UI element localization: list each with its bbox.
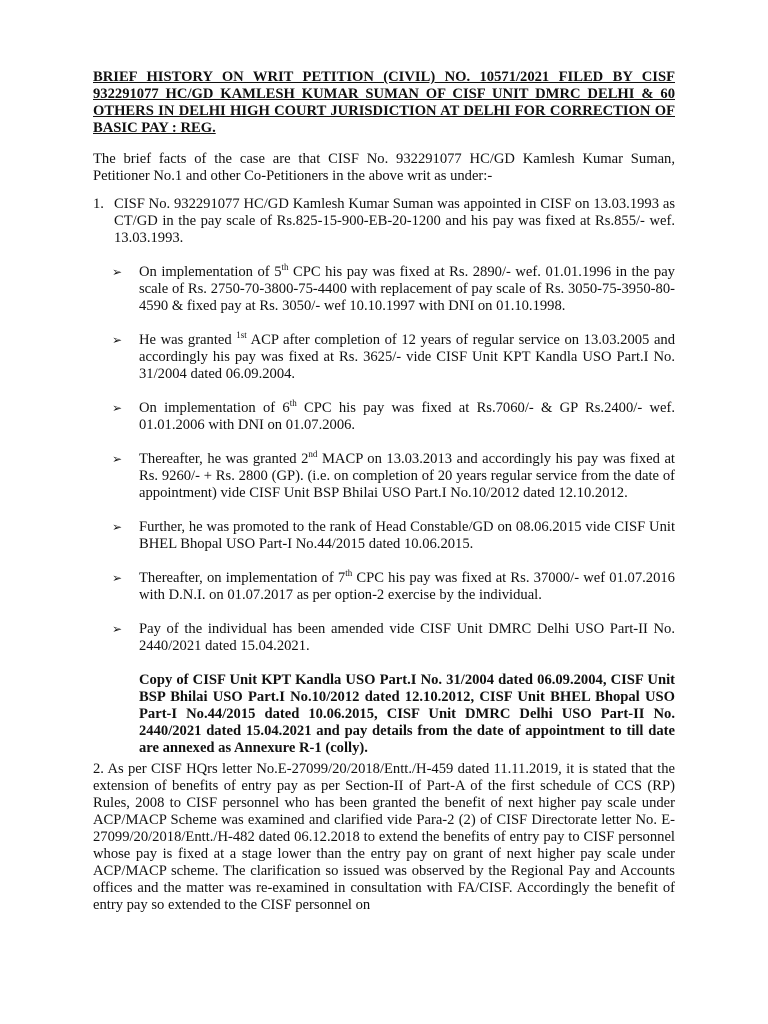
list-item: ➢ He was granted $^{1st}$ ACP after completion of 12 years of regular service on 13.03.2005 and accordingly his pay was fixed at Rs. 3625/- vide CISF Unit KPT Kandla USO Part.I No. 31/2004 dated 06.09.2004. [112, 330, 676, 382]
arrow-bullet-icon: ➢ [112, 571, 123, 585]
list-item: ➢ Further, he was promoted to the rank of Head Constable/GD on 08.06.2015 vide CISF Unit BHEL Bhopal USO Part-I No.44/2015 dated 10.06.2015. [112, 519, 675, 552]
list-item: ➢ Thereafter, he was granted 2nd MACP on 13.03.2013 and accordingly his pay was fixed at Rs. 9260/- + Rs. 2800 (GP). (i.e. on completion of 20 years regular service from the date of appointment) vide CISF Unit BSP Bhilai USO Part.I No.10/2012 dated 12.10.2012. [112, 449, 675, 501]
arrow-bullet-icon: ➢ [112, 452, 123, 466]
paragraph-2: 2. As per CISF HQrs letter No.E-27099/20/2018/Entt./H-459 dated 11.11.2019, it is stated that the extension of benefits of entry pay as per Section-II of Part-A of the first schedule of CCS (RP) Rules, 2008 to CISF personnel who has been granted the benefit of next higher pay scale under ACP/MACP Scheme was examined and clarified vide Para-2 (2) of CISF Directorate letter No. E-27099/20/2018/Entt./H-482 dated 06.12.2018 to extend the benefits of entry pay to CISF personnel whose pay is fixed at a stage lower than the entry pay on grant of next higher pay scale under ACP/MACP scheme. The clarification so issued was observed by the Regional Pay and Accounts offices and the matter was re-examined in consultation with FA/CISF. Accordingly the benefit of entry pay so extended to the CISF personnel on [93, 761, 675, 913]
arrow-bullet-icon: ➢ [112, 265, 123, 279]
arrow-bullet-icon: ➢ [112, 520, 123, 534]
document-page [93, 69, 675, 914]
paragraph-1 [93, 196, 675, 247]
annexure-note: Copy of CISF Unit KPT Kandla USO Part.I No. 31/2004 dated 06.09.2004, CISF Unit BSP Bhilai USO Part.I No.10/2012 dated 12.10.2012, CISF Unit BHEL Bhopal USO Part-I No.44/2015 dated 10.06.2015, CISF Unit DMRC Delhi USO Part-II No. 2440/2021 dated 15.04.2021 and pay details from the date of appointment to till date are annexed as Annexure R-1 (colly). [139, 672, 675, 756]
document-heading: BRIEF HISTORY ON WRIT PETITION (CIVIL) NO. 10571/2021 FILED BY CISF 932291077 HC/GD KAMLESH KUMAR SUMAN OF CISF UNIT DMRC DELHI & 60 OTHERS IN DELHI HIGH COURT JURISDICTION AT DELHI FOR CORRECTION OF BASIC PAY : REG. [93, 69, 675, 136]
pay-history-list [93, 264, 675, 655]
list-item: ➢ On implementation of 6th CPC his pay was fixed at Rs.7060/- & GP Rs.2400/- wef. 01.01.2006 with DNI on 01.07.2006. [112, 398, 675, 433]
list-item: ➢ On implementation of 5th CPC his pay was fixed at Rs. 2890/- wef. 01.01.1996 in the pay scale of Rs. 2750-70-3800-75-4400 with replacement of pay scale of Rs. 3050-75-3950-80-4590 & fixed pay at Rs. 3050/- wef 10.10.1997 with DNI on 01.10.1998. [112, 262, 675, 314]
arrow-bullet-icon: ➢ [112, 401, 123, 415]
paragraph-1-text: CISF No. 932291077 HC/GD Kamlesh Kumar Suman was appointed in CISF on 13.03.1993 as CT/GD in the pay scale of Rs.825-15-900-EB-20-1200 and his pay was fixed at Rs.855/- wef. 13.03.1993. [114, 196, 675, 246]
list-item: ➢ Pay of the individual has been amended vide CISF Unit DMRC Delhi USO Part-II No. 2440/2021 dated 15.04.2021. [112, 621, 675, 654]
intro-paragraph: The brief facts of the case are that CISF No. 932291077 HC/GD Kamlesh Kumar Suman, Petitioner No.1 and other Co-Petitioners in the above writ as under:- [93, 151, 675, 184]
arrow-bullet-icon: ➢ [112, 333, 123, 347]
arrow-bullet-icon: ➢ [112, 622, 123, 636]
paragraph-1-number: 1. [93, 196, 104, 212]
list-item: ➢ Thereafter, on implementation of 7th CPC his pay was fixed at Rs. 37000/- wef 01.07.2016 with D.N.I. on 01.07.2017 as per option-2 exercise by the individual. [112, 568, 675, 603]
